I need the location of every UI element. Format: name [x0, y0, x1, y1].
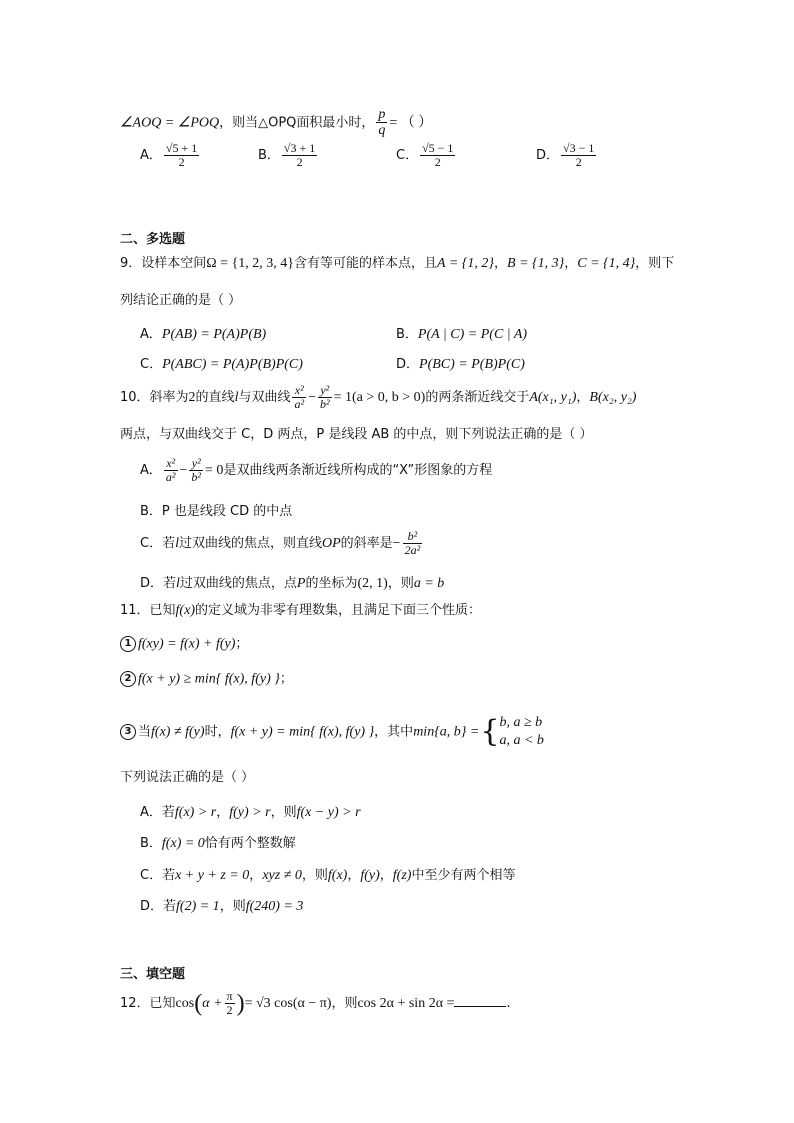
circled-number-3: 3	[120, 724, 136, 740]
q10-point-a: A(x₁, y₁)	[529, 390, 577, 406]
q12-pi-over-2: $\frac{\pi}{2}$	[226, 989, 233, 1018]
q10-stem-line2: 两点，与双曲线交于 C，D 两点，P 是线段 AB 的中点，则下列说法正确的是（ ）	[120, 427, 593, 442]
q10-option-b[interactable]: B．P 也是线段 CD 的中点	[140, 504, 293, 519]
q10-x-fraction: $\frac{\text{x²}}{\text{a²}}$	[294, 383, 305, 412]
q9-sample-space: Ω = {1, 2, 3, 4}	[206, 256, 295, 271]
q8-angle-condition: ∠AOQ = ∠POQ	[120, 115, 220, 131]
q8-stem-text: ，则当△OPQ面积最小时，	[219, 115, 375, 131]
q12-answer-blank[interactable]	[454, 994, 506, 1007]
q9-stem-line1: 9．设样本空间Ω = {1, 2, 3, 4}含有等可能的样本点，且A = {1, 2}，B = {1, 3}，C = {1, 4}，则下	[120, 256, 675, 271]
q11-stem: 11．已知f(x)的定义域为非零有理数集，且满足下面三个性质：	[120, 603, 481, 618]
q8-option-c[interactable]: C． $\frac{√5 - 1}{2}$	[396, 141, 454, 170]
q10-stem-line1: 10．斜率为2的直线l与双曲线 $\frac{\text{x²}}{\text{a²}}$ − $\frac{\text{y²}}{\text{b²}}$ = 1(a > 0, b > 0)的两条渐近线交于A(x₁, y₁)，B(x₂, y₂)	[120, 383, 637, 412]
q11-option-b[interactable]: B．f(x) = 0恰有两个整数解	[140, 836, 296, 851]
q9-set-a: A = {1, 2}	[437, 256, 494, 271]
q8-stem-end: = （ ）	[389, 115, 433, 131]
circled-number-1: 1	[120, 636, 136, 652]
q9-stem-line2: 列结论正确的是（ ）	[120, 293, 242, 308]
q9-option-c[interactable]: C．P(ABC) = P(A)P(B)P(C)	[140, 357, 303, 372]
q10-option-c[interactable]: C．若l过双曲线的焦点，则直线OP的斜率是− $\frac{\text{b²}}{\text{2a²}}$	[140, 529, 421, 558]
q8-option-d[interactable]: D． $\frac{√3 - 1}{2}$	[536, 141, 595, 170]
q8-stem	[120, 107, 432, 139]
q8-option-b[interactable]: B． $\frac{√3 + 1}{2}$	[258, 141, 316, 170]
q11-property-1: 1 f(xy) = f(x) + f(y)；	[120, 636, 248, 652]
q11-property-3: 3 当f(x) ≠ f(y)时，f(x + y) = min{ f(x), f(y) }，其中min{a, b} ={ b, a ≥ b a, a < b	[120, 714, 544, 750]
q11-option-c[interactable]: C．若x + y + z = 0，xyz ≠ 0，则f(x)，f(y)，f(z)中至少有两个相等	[140, 868, 516, 883]
q10-option-d[interactable]: D．若l过双曲线的焦点，点P的坐标为(2, 1)，则a = b	[140, 576, 445, 591]
q12-stem: 12．已知cos(α + $\frac{\pi}{2}$ )= √3 cos(α − π)，则cos 2α + sin 2α = .	[120, 989, 511, 1018]
q10-point-b: B(x₂, y₂)	[589, 390, 637, 406]
q8-ratio-fraction: $\frac{p}{q}$	[378, 107, 386, 139]
q9-option-a[interactable]: A．P(AB) = P(A)P(B)	[140, 327, 267, 342]
q9-option-d[interactable]: D．P(BC) = P(B)P(C)	[396, 357, 525, 372]
q10-y-fraction: $\frac{\text{y²}}{\text{b²}}$	[319, 383, 330, 412]
q9-set-c: C = {1, 4}	[577, 256, 636, 271]
q11-ask: 下列说法正确的是（ ）	[120, 770, 255, 785]
piecewise-cases: b, a ≥ b a, a < b	[499, 715, 544, 749]
section-heading-fill-in: 三、填空题	[120, 967, 186, 982]
q11-property-2: 2 f(x + y) ≥ min{ f(x), f(y) }；	[120, 671, 293, 687]
circled-number-2: 2	[120, 671, 136, 687]
section-heading-multiple-choice: 二、多选题	[120, 232, 186, 247]
q9-set-b: B = {1, 3}	[507, 256, 565, 271]
q9-option-b[interactable]: B．P(A | C) = P(C | A)	[396, 327, 528, 342]
q10-option-a[interactable]: A． $\frac{\text{x²}}{\text{a²}}$ − $\frac{\text{y²}}{\text{b²}}$ = 0是双曲线两条渐近线所构成的“X”形图象的方程	[140, 456, 493, 485]
piecewise-brace: {	[480, 714, 500, 750]
q11-option-d[interactable]: D．若f(2) = 1，则f(240) = 3	[140, 899, 304, 914]
q11-option-a[interactable]: A．若f(x) > r，f(y) > r，则f(x − y) > r	[140, 805, 361, 820]
q8-option-a[interactable]: A． $\frac{√5 + 1}{2}$	[140, 141, 198, 170]
